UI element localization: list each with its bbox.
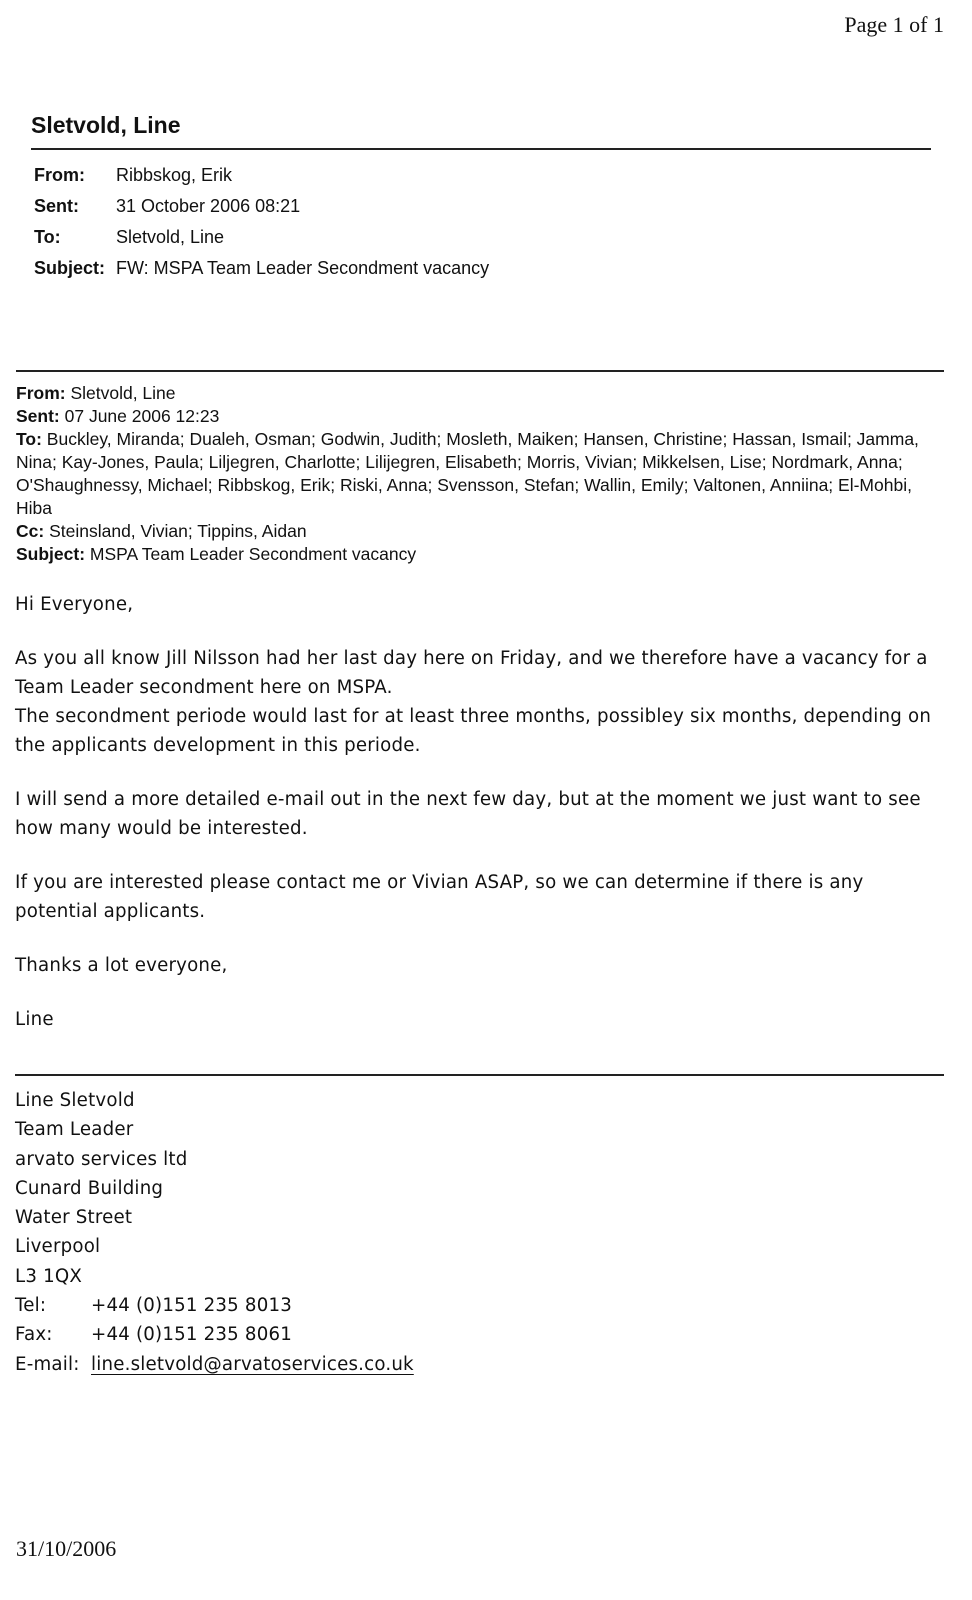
original-to-label: To: — [16, 429, 42, 449]
signature-building: Cunard Building — [15, 1177, 164, 1199]
signature-email-row — [15, 1350, 414, 1379]
forward-from-row — [34, 160, 489, 191]
tel-value: +44 (0)151 235 8013 — [91, 1295, 293, 1317]
forward-subject-row — [34, 253, 489, 284]
to-label: To: — [34, 227, 61, 247]
fax-value: +44 (0)151 235 8061 — [91, 1324, 293, 1346]
original-message-header — [16, 382, 946, 566]
closing-thanks: Thanks a lot everyone, — [15, 955, 228, 976]
original-subject-value: MSPA Team Leader Secondment vacancy — [89, 544, 417, 564]
fax-label: Fax: — [15, 1324, 53, 1346]
original-subject-label: Subject: — [16, 544, 86, 564]
email-signature — [15, 1086, 414, 1379]
from-value: Ribbskog, Erik — [116, 165, 233, 185]
forward-to-row — [34, 222, 489, 253]
original-sent-line — [16, 405, 946, 428]
original-message-divider — [16, 370, 944, 372]
body-paragraph-4: If you are interested please contact me or Vivian ASAP, so we can determine if there is any potential applicants. — [15, 872, 864, 922]
signature-city: Liverpool — [15, 1236, 101, 1258]
sent-value: 31 October 2006 08:21 — [116, 196, 301, 216]
email-link[interactable]: line.sletvold@arvatoservices.co.uk — [91, 1353, 414, 1375]
original-from-label: From: — [16, 383, 66, 403]
signature-company: arvato services ltd — [15, 1148, 188, 1170]
body-paragraph-2: The secondment periode would last for at least three months, possibley six months, depending on the applicants development in this periode. — [15, 706, 932, 756]
original-to-recipients: Buckley, Miranda; Dualeh, Osman; Godwin, Judith; Mosleth, Maiken; Hansen, Christine; Hassan, Ismail; Jamma, Nina; Kay-Jones, Paula; Liljegren, Charlotte; Lilijegren, Elisabeth; Morris, Vivian; Mikkelsen, Lise; Nordmark, Anna; O'Shaughnessy, Michael; Ribbskog, Erik; Riski, Anna; Svensson, Stefan; Wallin, Emily; Valtonen, Anniina; El-Mohbi, Hiba — [16, 429, 919, 518]
forward-sent-row — [34, 191, 489, 222]
signature-postcode: L3 1QX — [15, 1265, 83, 1287]
original-from-value: Sletvold, Line — [70, 383, 176, 403]
original-cc-recipients: Steinsland, Vivian; Tippins, Aidan — [49, 521, 307, 541]
forward-header — [34, 160, 489, 284]
mailbox-owner-name: Sletvold, Line — [31, 112, 181, 138]
signature-title: Team Leader — [15, 1119, 134, 1141]
message-body — [15, 590, 950, 1034]
original-cc-label: Cc: — [16, 521, 45, 541]
page-number: Page 1 of 1 — [844, 12, 944, 37]
body-paragraph-1: As you all know Jill Nilsson had her last day here on Friday, and we therefore have a vacancy for a Team Leader secondment here on MSPA. — [15, 648, 928, 698]
signature-name: Line Sletvold — [15, 1090, 135, 1111]
original-from-line — [16, 382, 946, 405]
signature-street: Water Street — [15, 1207, 133, 1229]
email-label: E-mail: — [15, 1353, 80, 1375]
from-label: From: — [34, 165, 85, 185]
original-cc-line — [16, 520, 946, 543]
print-date: 31/10/2006 — [16, 1536, 117, 1561]
greeting: Hi Everyone, — [15, 594, 134, 615]
original-subject-line — [16, 543, 946, 566]
original-sent-value: 07 June 2006 12:23 — [64, 406, 220, 426]
signature-divider — [15, 1074, 944, 1076]
body-paragraph-3: I will send a more detailed e-mail out in the next few day, but at the moment we just want to see how many would be interested. — [15, 789, 921, 839]
sign-off-name: Line — [15, 1009, 54, 1030]
original-to-line — [16, 428, 946, 520]
original-sent-label: Sent: — [16, 406, 60, 426]
subject-label: Subject: — [34, 258, 106, 278]
signature-fax-row — [15, 1320, 414, 1349]
subject-value: FW: MSPA Team Leader Secondment vacancy — [116, 258, 490, 278]
header-divider — [31, 148, 931, 150]
tel-label: Tel: — [15, 1295, 47, 1317]
to-value: Sletvold, Line — [116, 227, 225, 247]
sent-label: Sent: — [34, 196, 79, 216]
signature-tel-row — [15, 1291, 414, 1320]
